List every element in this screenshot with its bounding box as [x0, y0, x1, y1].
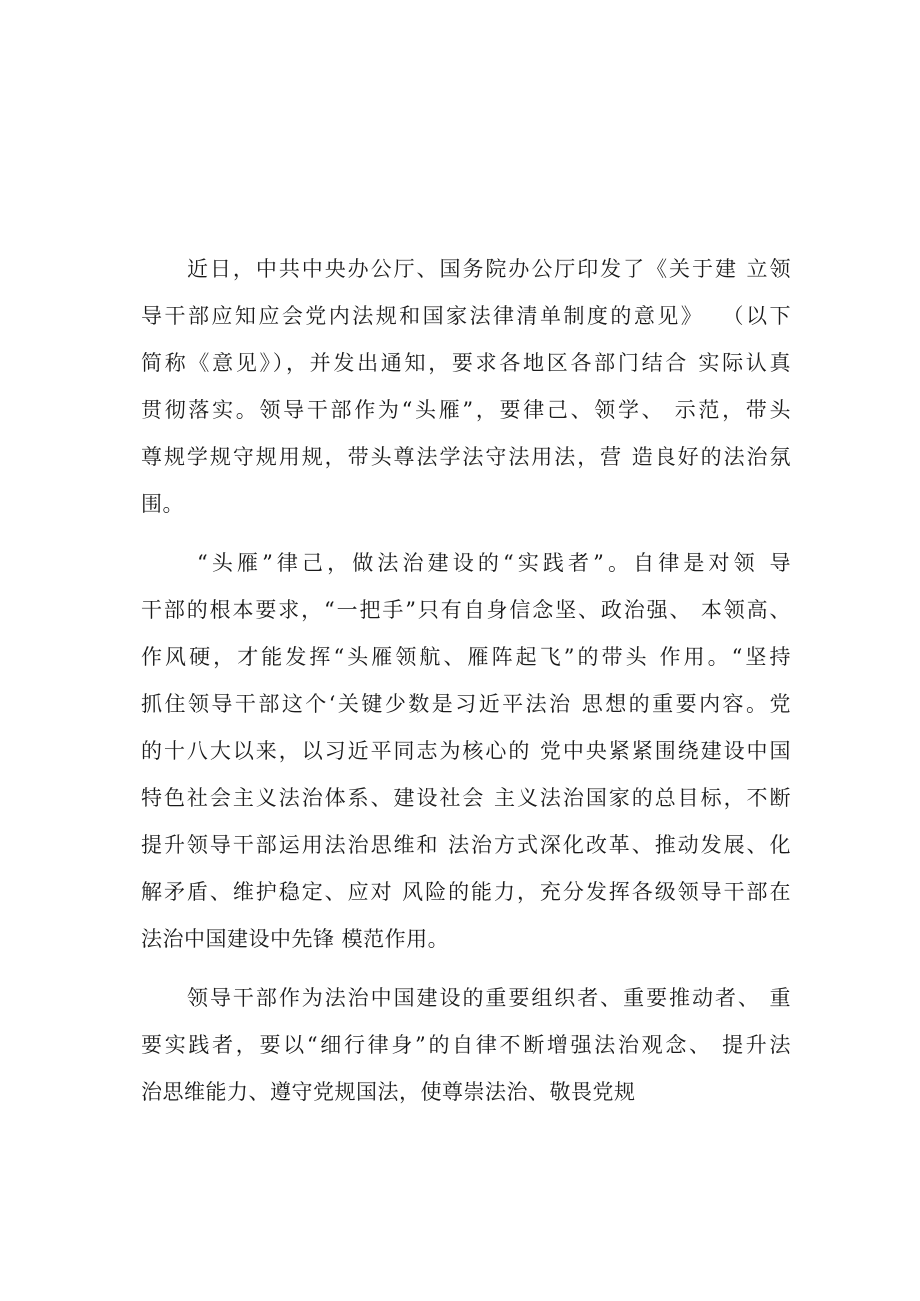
paragraph-line: 要实践者，要以“细行律身”的自律不断增强法治观念、 提升法	[141, 1033, 791, 1057]
paragraph-line: 的十八大以来，以习近平同志为核心的 党中央紧紧围绕建设中国	[141, 739, 791, 763]
paragraph-gap	[141, 963, 791, 975]
paragraph-line: 作风硬，才能发挥“头雁领航、雁阵起飞”的带头 作用。“坚持	[141, 645, 791, 669]
paragraph-line: “头雁”律己，做法治建设的“实践者”。自律是对领 导	[197, 551, 791, 575]
paragraph-line: 治思维能力、遵守党规国法，使尊崇法治、敬畏党规	[141, 1080, 636, 1104]
paragraph-line: 近日，中共中央办公厅、国务院办公厅印发了《关于建 立领	[187, 257, 791, 281]
paragraph-line: 抓住领导干部这个‘关键少数是习近平法治 思想的重要内容。党	[141, 692, 791, 716]
paragraph-line: 提升领导干部运用法治思维和 法治方式深化改革、推动发展、化	[141, 833, 791, 857]
paragraph-line: 特色社会主义法治体系、建设社会 主义法治国家的总目标，不断	[141, 786, 791, 810]
paragraph-2	[141, 540, 791, 963]
paragraph-line: 解矛盾、维护稳定、应对 风险的能力，充分发挥各级领导干部在	[141, 880, 791, 904]
paragraph-gap	[141, 528, 791, 540]
paragraph-line: 导干部应知应会党内法规和国家法律清单制度的意见》 （以下	[141, 304, 791, 328]
paragraph-line: 简称《意见》），并发出通知，要求各地区各部门结合 实际认真	[141, 351, 791, 375]
paragraph-line: 领导干部作为法治中国建设的重要组织者、重要推动者、 重	[187, 986, 791, 1010]
paragraph-line: 贯彻落实。领导干部作为“头雁”，要律己、领学、 示范，带头	[141, 398, 791, 422]
paragraph-line: 法治中国建设中先锋 模范作用。	[141, 927, 450, 951]
paragraph-line: 尊规学规守规用规，带头尊法学法守法用法，营 造良好的法治氛	[141, 445, 791, 469]
paragraph-1	[141, 246, 791, 528]
paragraph-3	[141, 975, 791, 1116]
paragraph-line: 围。	[141, 492, 184, 516]
document-body	[141, 246, 791, 1116]
paragraph-line: 干部的根本要求，“一把手”只有自身信念坚、政治强、 本领高、	[141, 598, 791, 622]
